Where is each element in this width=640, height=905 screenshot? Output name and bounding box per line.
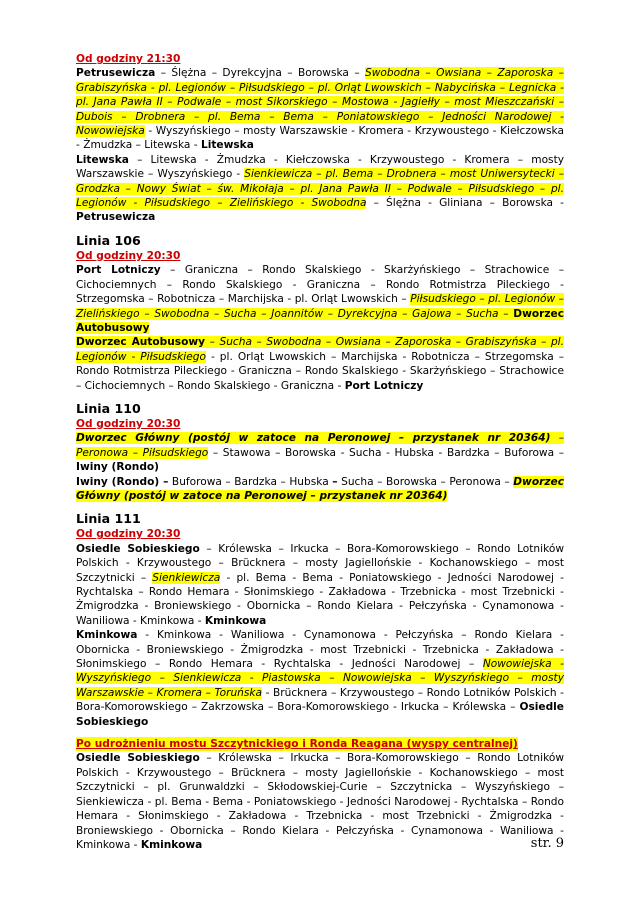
route-paragraph xyxy=(76,628,564,729)
stop-terminal: Dworzec Autobusowy xyxy=(76,307,564,334)
page-number: str. 9 xyxy=(530,836,564,851)
section-header: Po udrożnieniu mostu Szczytnickiego i Ronda Reagana (wyspy centralnej) xyxy=(76,738,518,751)
stop-terminal: Iwiny (Rondo) xyxy=(76,461,160,474)
section-header: Od godziny 20:30 xyxy=(76,528,181,541)
stop-terminal: Kminkowa xyxy=(76,629,138,642)
document-page xyxy=(76,52,564,860)
stop-terminal: Kminkowa xyxy=(204,614,267,627)
route-paragraph xyxy=(76,542,564,628)
stop-terminal: Kminkowa xyxy=(140,838,203,851)
stop-terminal: Port Lotniczy xyxy=(76,264,161,277)
route-paragraph xyxy=(76,475,564,504)
route-segment: Sucha – Borowska – Peronowa – xyxy=(337,475,514,488)
route-segment: Nowowiejska - Wyszyńskiego – Sienkiewicza - Piastowska – Nowowiejska – Wyszyńskiego – mosty Warszawskie – Kromera – Toruńska xyxy=(76,658,564,699)
route-segment: Piłsudskiego – pl. Legionów – Zielińskiego – Swobodna – Sucha – Joannitów – Dyrekcyjna – Gajowa – Sucha xyxy=(76,293,564,320)
route-paragraph xyxy=(76,66,564,152)
line-title: Linia 111 xyxy=(76,511,141,527)
stop-terminal: Osiedle Sobieskiego xyxy=(76,752,200,765)
stop-terminal: Litewska xyxy=(200,139,254,152)
section-night-line xyxy=(76,52,564,225)
route-segment: – Graniczna – Rondo Skalskiego - Skarżyńskiego – Strachowice – Cichociemnych – Rondo Skalskiego - Graniczna – Rondo Rotmistrza Pileckiego - Strzegomska – Robotnicza – Marchijska - pl. Orląt Lwowskich – xyxy=(76,264,564,306)
route-segment: – Królewska – Irkucka – Bora-Komorowskiego – Rondo Lotników Polskich - Krzywoustego – Brücknera – mosty Jagiellońskie - Kochanowskiego – most Szczytnicki – xyxy=(76,542,564,584)
stop-terminal: Petrusewicza xyxy=(76,67,156,80)
route-segment: Swobodna – Owsiana – Zaporoska – Grabiszyńska - pl. Legionów – Piłsudskiego – pl. Orląt Lwowskich – Nabycińska – Legnicka - pl. Jana Pawła II – Podwale – most Sikorskiego – Mostowa - Jagiełły – most Mieszczański – Dubois – Drobnera – pl. Bema – Bema – Poniatowskiego – Jedności Narodowej - Nowowiejska xyxy=(76,67,564,138)
route-segment: - Kminkowa - Waniliowa - Cynamonowa - Pełczyńska – Rondo Kielara - Obornicka - Broniewskiego - Żmigrodzka - most Trzebnicki - Trzebnicka - Zakładowa - Słonimskiego – Rondo Hemara - Rychtalska - Jedności Narodowej – xyxy=(76,629,564,671)
route-paragraph xyxy=(76,751,564,852)
line-title: Linia 110 xyxy=(76,400,141,416)
stop-terminal: Dworzec Autobusowy xyxy=(76,336,206,349)
section-linia-110 xyxy=(76,401,564,503)
route-segment: - pl. Bema - Bema - Poniatowskiego - Jedności Narodowej - Rychtalska – Rondo Hemara - Słonimskiego - Zakładowa - Trzebnicka - most Trzebnicki - Żmigrodzka - Broniewskiego - Obornicka – Rondo Kielara - Pełczyńska - Cynamonowa - Waniliowa - Kminkowa - xyxy=(76,571,564,627)
route-paragraph xyxy=(76,263,564,335)
line-title: Linia 106 xyxy=(76,232,141,248)
stop-terminal: Litewska xyxy=(76,153,129,166)
route-segment: - Brücknera – Krzywoustego – Rondo Lotników Polskich - Bora-Komorowskiego – Zakrzowska – Bora-Komorowskiego - Irkucka – Królewska – xyxy=(76,686,564,714)
stop-terminal: Port Lotniczy xyxy=(344,379,424,392)
stop-terminal: – xyxy=(332,475,338,488)
section-after-bridge-opening xyxy=(76,737,564,852)
stop-terminal: Osiedle Sobieskiego xyxy=(76,542,200,555)
route-segment: – Królewska – Irkucka – Bora-Komorowskiego – Rondo Lotników Polskich - Krzywoustego – Brücknera – mosty Jagiellońskie - Kochanowskiego – most Szczytnicki – pl. Grunwaldzki – Skłodowskiej-Curie – Szczytnicka – Wyszyńskiego – Sienkiewicza - pl. Bema - Bema - Poniatowskiego - Jedności Narodowej - Rychtalska – Rondo Hemara - Słonimskiego - Zakładowa - Trzebnicka - most Trzebnicki - Żmigrodzka - Broniewskiego - Obornicka – Rondo Kielara - Pełczyńska - Cynamonowa - Waniliowa - Kminkowa - xyxy=(76,752,564,851)
route-paragraph xyxy=(76,335,564,393)
route-segment: Sienkiewicza xyxy=(152,571,221,584)
route-segment: Buforowa – Bardzka – Hubska xyxy=(168,475,333,488)
route-segment: – Litewska - Żmudzka - Kiełczowska - Krzywoustego - Kromera – mosty Warszawskie – Wyszyńskiego - xyxy=(76,153,564,181)
route-segment: – Stawowa – Borowska - Sucha - Hubska - Bardzka – Buforowa – xyxy=(208,446,564,459)
section-header: Od godziny 20:30 xyxy=(76,249,181,262)
route-segment: - pl. Orląt Lwowskich – Marchijska - Robotnicza – Strzegomska – Rondo Rotmistrza Pileckiego - Graniczna – Rondo Skalskiego - Skarżyńskiego – Strachowice – Cichociemnych – Rondo Skalskiego - Graniczna - xyxy=(76,350,564,392)
stop-terminal: Iwiny (Rondo) – xyxy=(76,475,169,488)
stop-terminal: Osiedle Sobieskiego xyxy=(76,701,564,728)
route-segment: - Wyszyńskiego – mosty Warszawskie - Kromera - Krzywoustego - Kiełczowska - Żmudzka – Litewska - xyxy=(76,125,564,152)
route-segment: – Sucha – Swobodna – Owsiana – Zaporoska – Grabiszyńska – pl. Legionów - Piłsudskiego xyxy=(76,336,564,363)
route-segment: – xyxy=(498,307,514,320)
route-paragraph xyxy=(76,153,564,225)
stop-terminal: Dworzec Główny (postój w zatoce na Peronowej – przystanek nr 20364) xyxy=(76,475,564,502)
stop-terminal: Petrusewicza xyxy=(76,211,156,224)
section-header: Od godziny 21:30 xyxy=(76,53,181,65)
route-segment: – Ślężna - Gliniana – Borowska - xyxy=(366,197,565,210)
section-header: Od godziny 20:30 xyxy=(76,417,181,430)
section-linia-106 xyxy=(76,233,564,393)
route-segment: – Peronowa – Piłsudskiego xyxy=(76,432,564,459)
route-paragraph xyxy=(76,431,564,474)
route-segment: Sienkiewicza – pl. Bema – Drobnera – most Uniwersytecki – Grodzka – Nowy Świat – św. Mikołaja – pl. Jana Pawła II – Podwale – Piłsudskiego – pl. Legionów - Piłsudskiego – Zielińskiego - Swobodna xyxy=(76,168,564,210)
section-linia-111 xyxy=(76,511,564,729)
route-segment: – Ślężna – Dyrekcyjna – Borowska – xyxy=(155,67,366,80)
stop-terminal: Dworzec Główny (postój w zatoce na Peronowej – przystanek nr 20364) xyxy=(76,432,551,445)
